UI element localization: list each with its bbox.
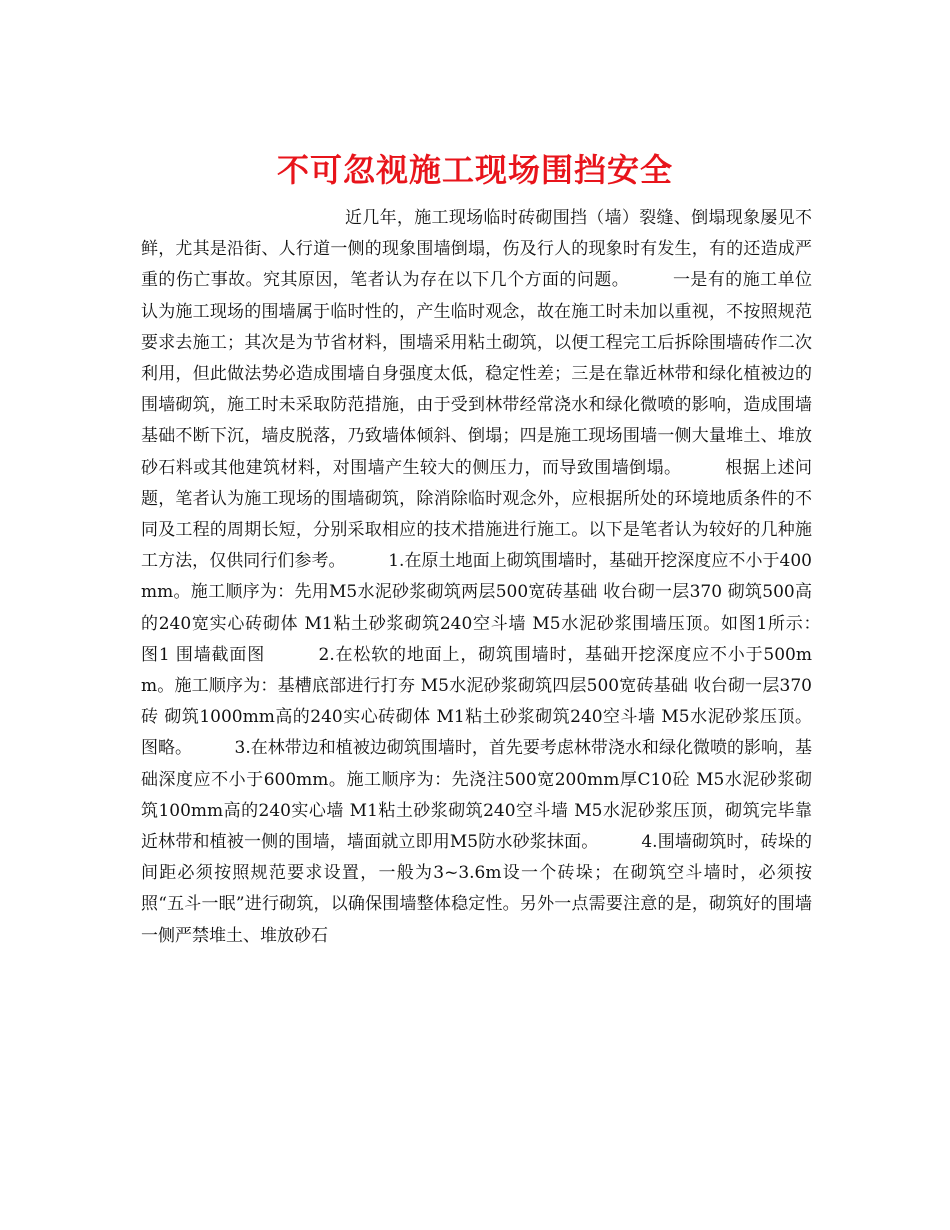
document-body: 近几年，施工现场临时砖砌围挡（墙）裂缝、倒塌现象屡见不鲜，尤其是沿街、人行道一侧的现象围墙倒塌，伤及行人的现象时有发生，有的还造成严重的伤亡事故。究其原因，笔者认为存在以下几个方面的问题。 一是有的施工单位认为施工现场的围墙属于临时性的，产生临时观念，故在施工时未加以重视，不按照规范要求去施工；其次是为节省材料，围墙采用粘土砌筑，以便工程完工后拆除围墙砖作二次利用，但此做法势必造成围墙自身强度太低，稳定性差；三是在靠近林带和绿化植被边的围墙砌筑，施工时未采取防范措施，由于受到林带经常浇水和绿化微喷的影响，造成围墙基础不断下沉，墙皮脱落，乃致墙体倾斜、倒塌；四是施工现场围墙一侧大量堆土、堆放砂石料或其他建筑材料，对围墙产生较大的侧压力，而导致围墙倒塌。 根据上述问题，笔者认为施工现场的围墙砌筑，除消除临时观念外，应根据所处的环境地质条件的不同及工程的周期长短，分别采取相应的技术措施进行施工。以下是笔者认为较好的几种施工方法，仅供同行们参考。 1.在原土地面上砌筑围墙时，基础开挖深度应不小于400mm。施工顺序为：先用M5水泥砂浆砌筑两层500宽砖基础 收台砌一层370 砌筑500高的240宽实心砖砌体 M1粘土砂浆砌筑240空斗墙 M5水泥砂浆围墙压顶。如图1所示： 图1 围墙截面图 2.在松软的地面上，砌筑围墙时，基础开挖深度应不小于500mm。施工顺序为：基槽底部进行打夯 M5水泥砂浆砌筑四层500宽砖基础 收台砌一层370砖 砌筑1000mm高的240实心砖砌体 M1粘土砂浆砌筑240空斗墙 M5水泥砂浆压顶。图略。 3.在林带边和植被边砌筑围墙时，首先要考虑林带浇水和绿化微喷的影响，基础深度应不小于600mm。施工顺序为：先浇注500宽200mm厚C10砼 M5水泥砂浆砌筑100mm高的240实心墙 M1粘土砂浆砌筑240空斗墙 M5水泥砂浆压顶，砌筑完毕靠近林带和植被一侧的围墙，墙面就立即用M5防水砂浆抹面。 4.围墙砌筑时，砖垛的间距必须按照规范要求设置，一般为3~3.6m设一个砖垛；在砌筑空斗墙时，必须按照“五斗一眠”进行砌筑，以确保围墙整体稳定性。另外一点需要注意的是，砌筑好的围墙一侧严禁堆土、堆放砂石 bbox=[141, 208, 931, 946]
document-title: 不可忽视施工现场围挡安全 bbox=[276, 151, 673, 190]
